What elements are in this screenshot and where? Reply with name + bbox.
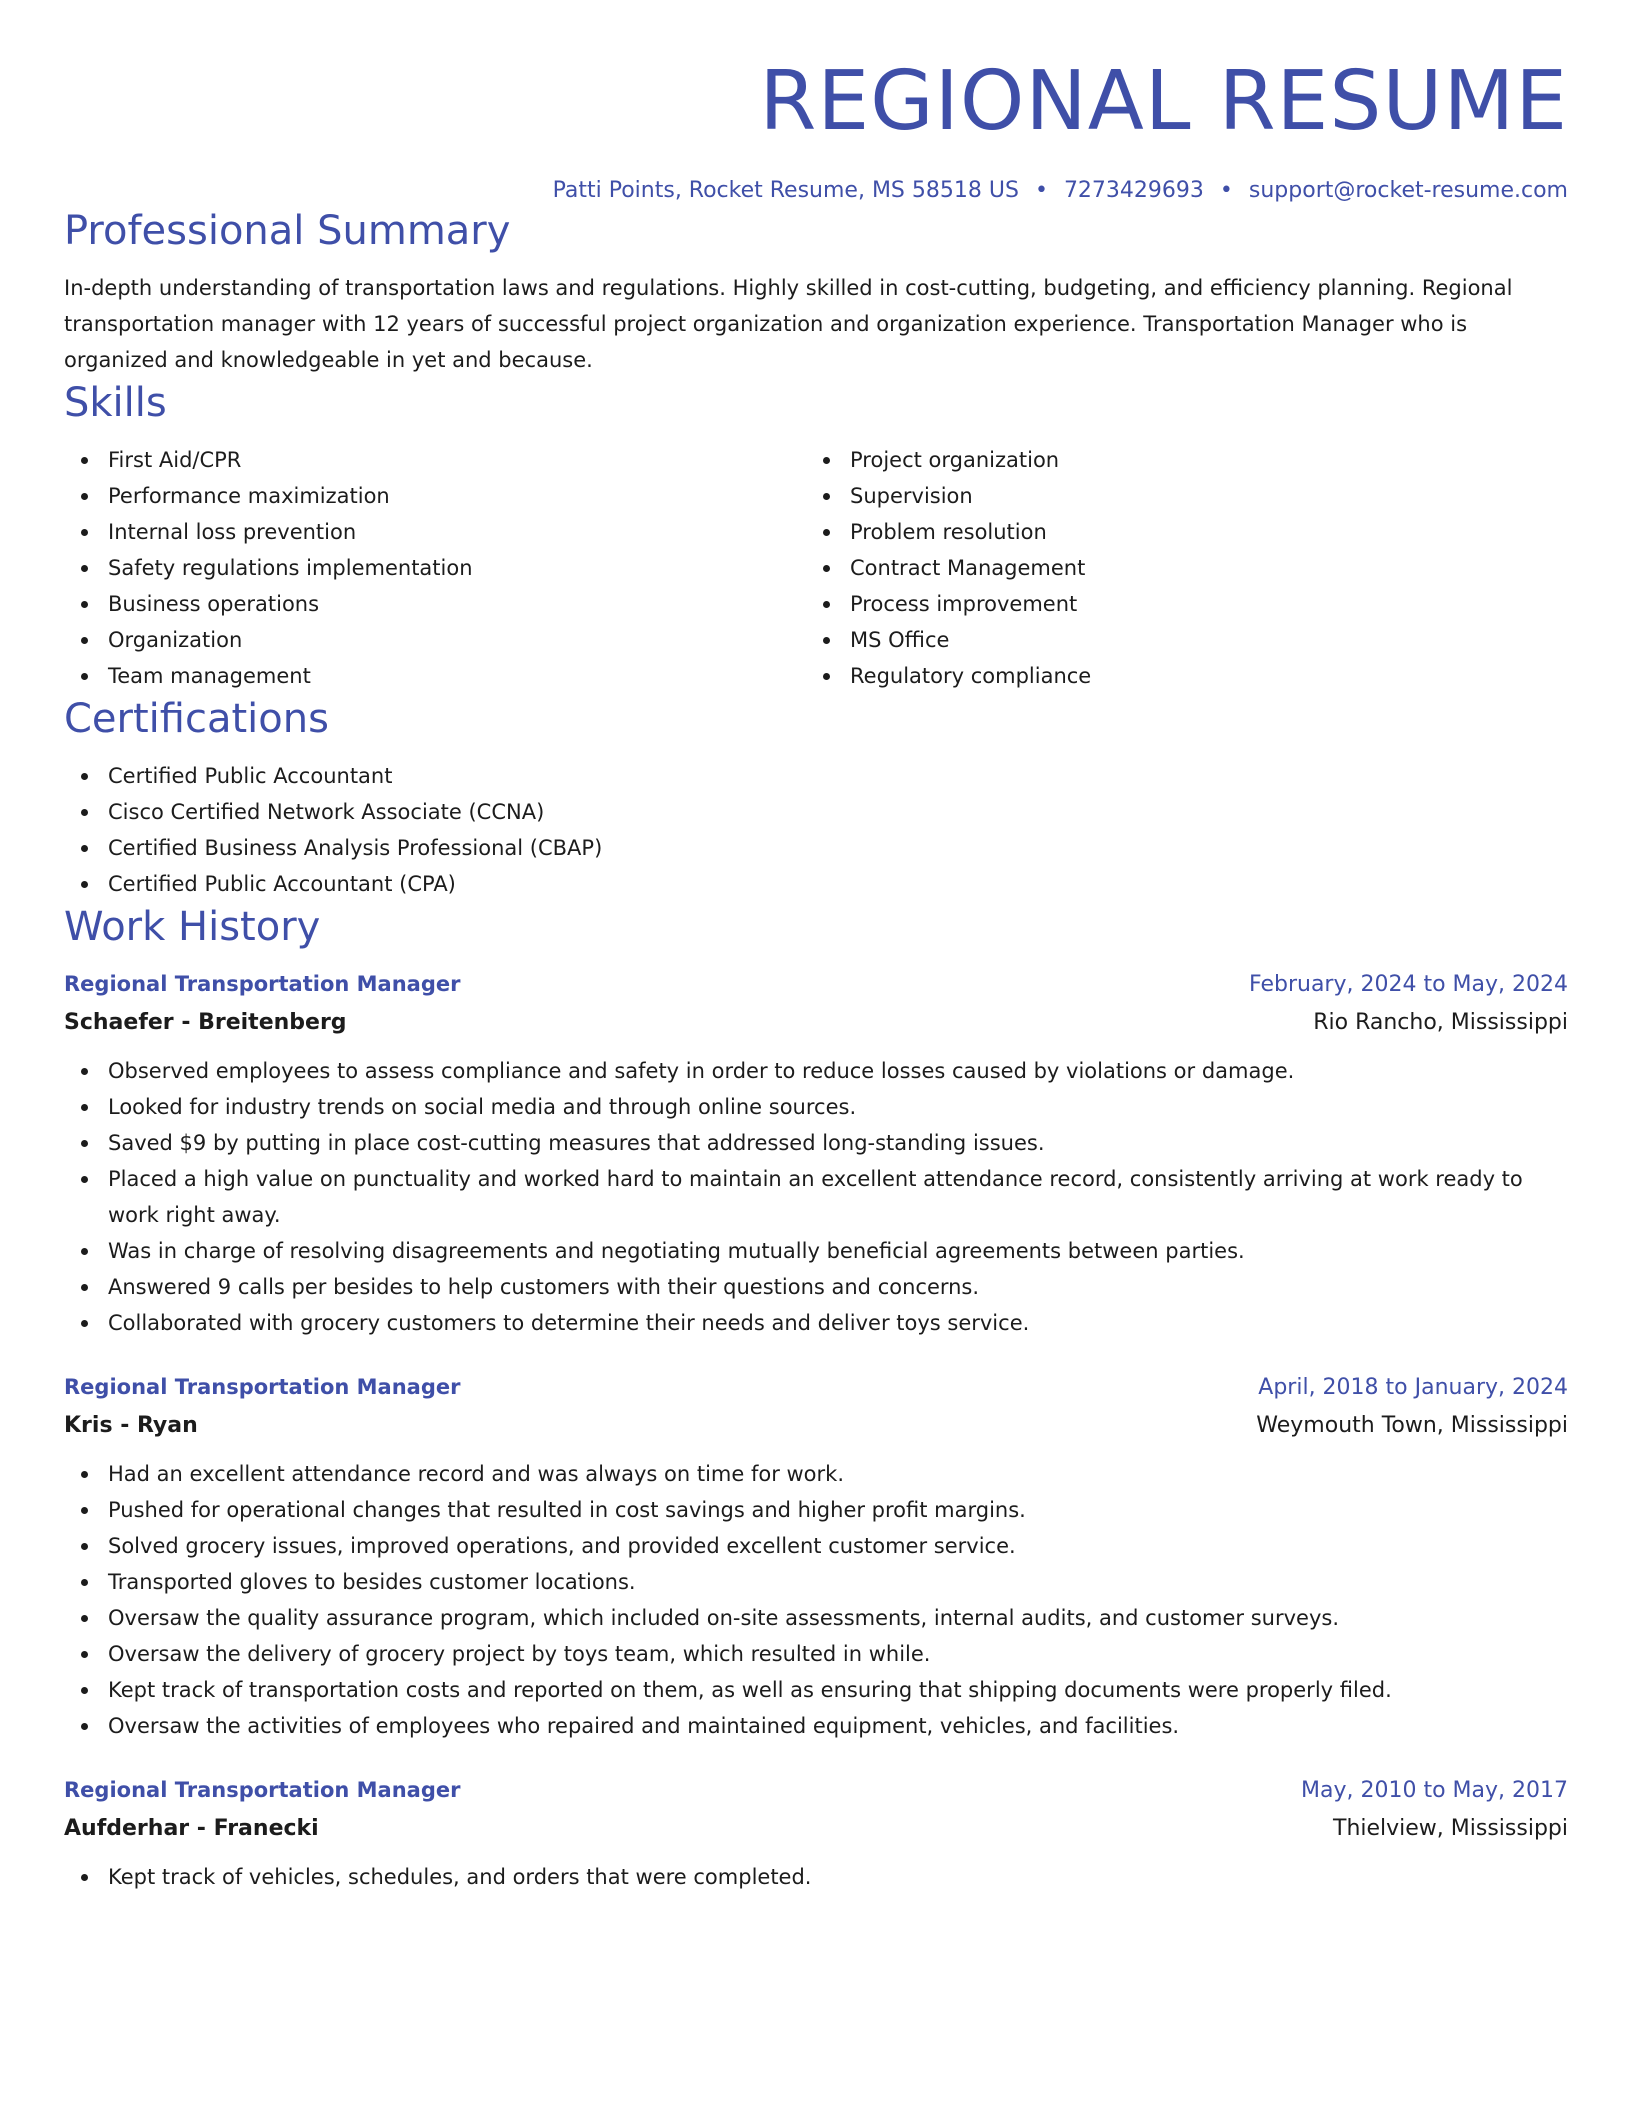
job-title-row: [64, 966, 1568, 1003]
job-bullet: Placed a high value on punctuality and worked hard to maintain an excellent attendance record, consistently arriving at work ready to work right away.: [64, 1161, 1568, 1233]
certifications-heading: Certifications: [64, 696, 329, 742]
skill-item: Internal loss prevention: [64, 514, 806, 550]
job-bullet: Oversaw the quality assurance program, which included on-site assessments, internal audits, and customer surveys.: [64, 1600, 1568, 1636]
separator-dot: •: [1034, 178, 1048, 203]
job-bullet-list: [64, 1053, 1568, 1341]
certification-item: Cisco Certified Network Associate (CCNA): [64, 794, 1568, 830]
job-title-row: [64, 1369, 1568, 1406]
skill-item: Business operations: [64, 586, 806, 622]
company-name: Aufderhar - Franecki: [64, 1816, 319, 1841]
job-bullet: Looked for industry trends on social media and through online sources.: [64, 1089, 1568, 1125]
job-bullet: Saved $9 by putting in place cost-cutting measures that addressed long-standing issues.: [64, 1125, 1568, 1161]
certification-item: Certified Business Analysis Professional (CBAP): [64, 830, 1568, 866]
job-bullet: Pushed for operational changes that resulted in cost savings and higher profit margins.: [64, 1492, 1568, 1528]
company-name: Schaefer - Breitenberg: [64, 1010, 347, 1035]
work-history-heading: Work History: [64, 904, 321, 950]
job-dates: April, 2018 to January, 2024: [1258, 1375, 1568, 1400]
job-location: Rio Rancho, Mississippi: [1313, 1010, 1568, 1035]
job-bullet-list: [64, 1859, 1568, 1895]
skills-list-right: [806, 442, 1548, 694]
job-bullet: Observed employees to assess compliance and safety in order to reduce losses caused by violations or damage.: [64, 1053, 1568, 1089]
skill-item: Process improvement: [806, 586, 1548, 622]
job-bullet: Transported gloves to besides customer locations.: [64, 1564, 1568, 1600]
skill-item: Supervision: [806, 478, 1548, 514]
job-company-row: [64, 1809, 1568, 1849]
job-bullet: Solved grocery issues, improved operations, and provided excellent customer service.: [64, 1528, 1568, 1564]
job-title: Regional Transportation Manager: [64, 1778, 461, 1802]
certification-item: Certified Public Accountant: [64, 758, 1568, 794]
job-bullet-list: [64, 1456, 1568, 1744]
resume-header: [64, 52, 1568, 206]
skill-item: Problem resolution: [806, 514, 1548, 550]
skill-item: Performance maximization: [64, 478, 806, 514]
skill-item: Team management: [64, 658, 806, 694]
job-title: Regional Transportation Manager: [64, 972, 461, 996]
skill-item: MS Office: [806, 622, 1548, 658]
skill-item: First Aid/CPR: [64, 442, 806, 478]
certification-item: Certified Public Accountant (CPA): [64, 866, 1568, 902]
skill-item: Safety regulations implementation: [64, 550, 806, 586]
skills-grid: [64, 442, 1568, 694]
job-company-row: [64, 1406, 1568, 1446]
separator-dot: •: [1219, 178, 1233, 203]
skills-heading: Skills: [64, 380, 167, 426]
job-title-row: [64, 1772, 1568, 1809]
job-entry: [64, 1369, 1568, 1744]
address: Patti Points, Rocket Resume, MS 58518 US: [552, 178, 1019, 203]
job-bullet: Was in charge of resolving disagreements and negotiating mutually beneficial agreements between parties.: [64, 1233, 1568, 1269]
job-dates: May, 2010 to May, 2017: [1301, 1778, 1568, 1803]
job-title: Regional Transportation Manager: [64, 1375, 461, 1399]
job-bullet: Answered 9 calls per besides to help customers with their questions and concerns.: [64, 1269, 1568, 1305]
summary-text: In-depth understanding of transportation laws and regulations. Highly skilled in cost-cutting, budgeting, and efficiency planning. Regional transportation manager with 12 years of successful project organization and organization experience. Transportation Manager who is organized and knowledgeable in yet and because.: [64, 276, 1513, 372]
job-bullet: Kept track of transportation costs and reported on them, as well as ensuring that shipping documents were properly filed.: [64, 1672, 1568, 1708]
job-dates: February, 2024 to May, 2024: [1249, 972, 1568, 997]
job-company-row: [64, 1003, 1568, 1043]
job-bullet: Had an excellent attendance record and was always on time for work.: [64, 1456, 1568, 1492]
job-bullet: Kept track of vehicles, schedules, and orders that were completed.: [64, 1859, 1568, 1895]
job-entry: [64, 966, 1568, 1341]
phone-number: 7273429693: [1063, 178, 1204, 203]
skills-list-left: [64, 442, 806, 694]
company-name: Kris - Ryan: [64, 1413, 198, 1438]
job-bullet: Oversaw the delivery of grocery project by toys team, which resulted in while.: [64, 1636, 1568, 1672]
job-location: Thielview, Mississippi: [1333, 1816, 1568, 1841]
skill-item: Project organization: [806, 442, 1548, 478]
skill-item: Organization: [64, 622, 806, 658]
job-bullet: Oversaw the activities of employees who repaired and maintained equipment, vehicles, and facilities.: [64, 1708, 1568, 1744]
resume-name: REGIONAL RESUME: [759, 54, 1568, 149]
summary-heading: Professional Summary: [64, 208, 511, 254]
certifications-list: [64, 758, 1568, 902]
job-entry: [64, 1772, 1568, 1895]
skill-item: Regulatory compliance: [806, 658, 1548, 694]
email-address: support@rocket-resume.com: [1248, 178, 1568, 203]
contact-line: [64, 176, 1568, 206]
skill-item: Contract Management: [806, 550, 1548, 586]
job-bullet: Collaborated with grocery customers to determine their needs and deliver toys service.: [64, 1305, 1568, 1341]
job-location: Weymouth Town, Mississippi: [1256, 1413, 1568, 1438]
